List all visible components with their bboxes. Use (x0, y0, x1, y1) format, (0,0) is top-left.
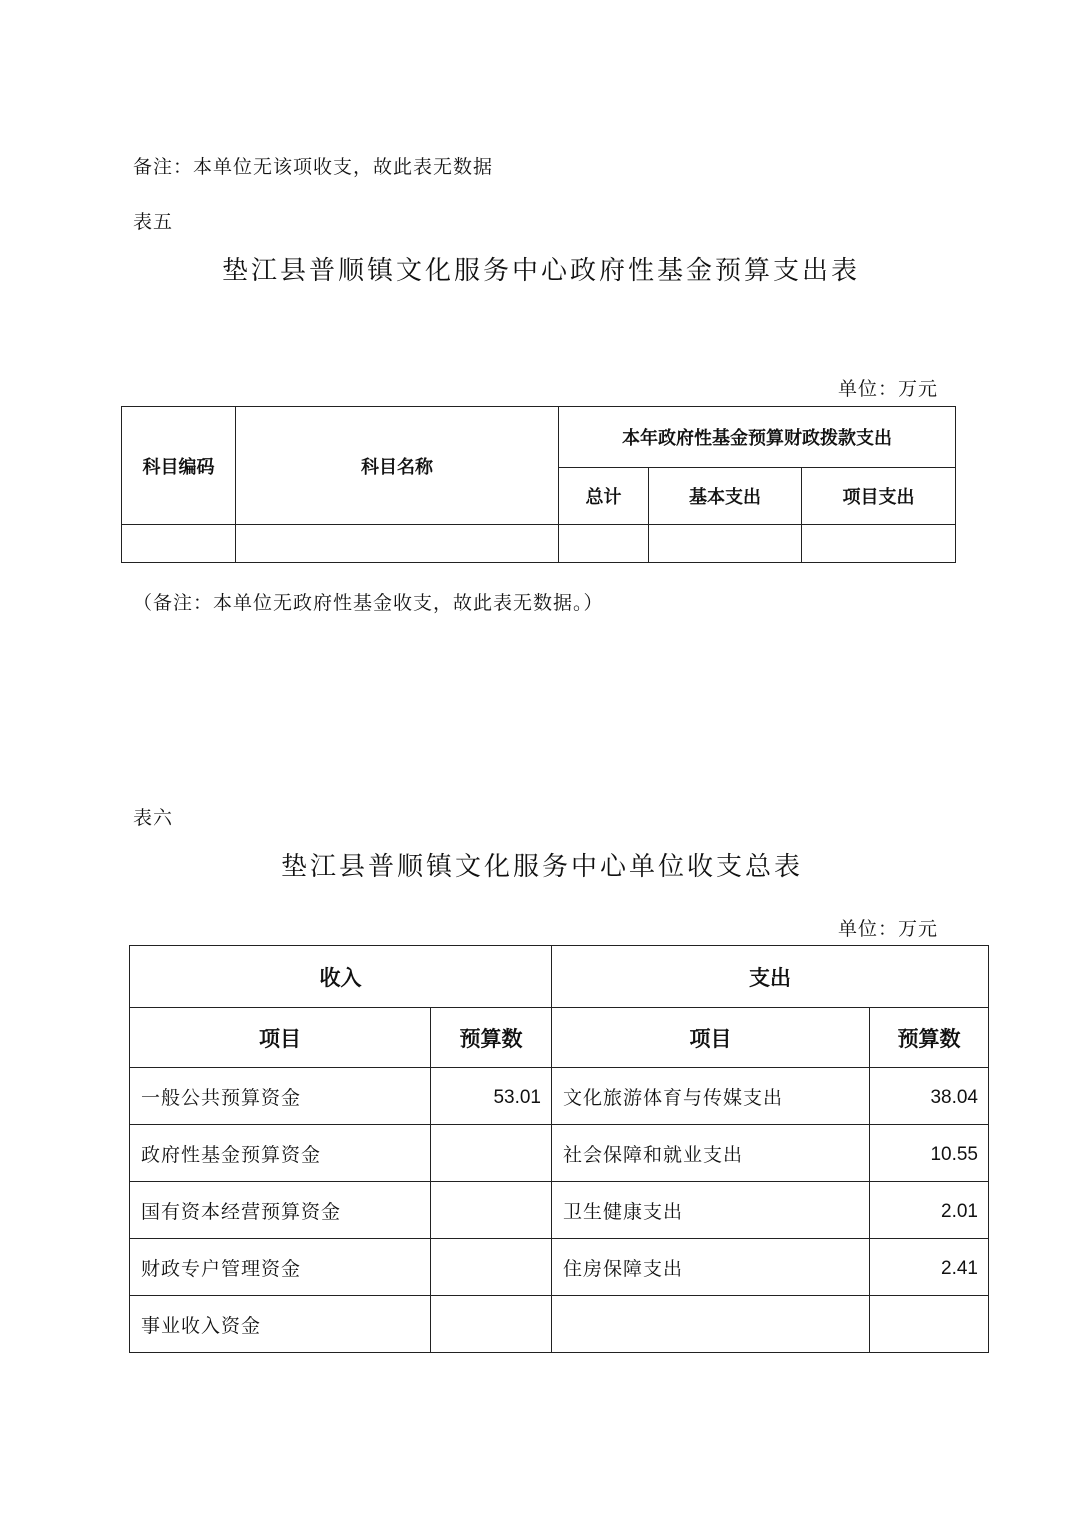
expense-value: 2.41 (870, 1239, 989, 1296)
table5-cell (802, 525, 956, 563)
expense-value: 38.04 (870, 1068, 989, 1125)
top-note: 备注：本单位无该项收支，故此表无数据 (133, 156, 494, 178)
table6-header-expense-item: 项目 (552, 1008, 870, 1068)
table6-unit: 单位：万元 (838, 918, 939, 940)
table5-cell (122, 525, 236, 563)
table5-header-name: 科目名称 (236, 407, 559, 525)
income-value (431, 1182, 552, 1239)
expense-value: 2.01 (870, 1182, 989, 1239)
table5-header-group: 本年政府性基金预算财政拨款支出 (559, 407, 956, 468)
table5-cell (236, 525, 559, 563)
income-value (431, 1125, 552, 1182)
table5-note: （备注：本单位无政府性基金收支，故此表无数据。） (133, 592, 604, 614)
income-item: 政府性基金预算资金 (130, 1125, 431, 1182)
income-item: 财政专户管理资金 (130, 1239, 431, 1296)
expense-item: 社会保障和就业支出 (552, 1125, 870, 1182)
expense-item: 住房保障支出 (552, 1239, 870, 1296)
expense-value (870, 1296, 989, 1353)
table6-title: 垫江县普顺镇文化服务中心单位收支总表 (281, 852, 804, 882)
table6-label: 表六 (133, 807, 174, 829)
table6 (129, 945, 989, 1353)
table6-header-income-budget: 预算数 (431, 1008, 552, 1068)
expense-item: 文化旅游体育与传媒支出 (552, 1068, 870, 1125)
table-row (130, 1296, 989, 1353)
expense-item: 卫生健康支出 (552, 1182, 870, 1239)
income-value: 53.01 (431, 1068, 552, 1125)
table6-header-expense-budget: 预算数 (870, 1008, 989, 1068)
table5-label: 表五 (133, 211, 174, 233)
income-value (431, 1239, 552, 1296)
table-row (130, 1239, 989, 1296)
table5-header-code: 科目编码 (122, 407, 236, 525)
table5-title: 垫江县普顺镇文化服务中心政府性基金预算支出表 (222, 256, 861, 286)
table-row (130, 1125, 989, 1182)
expense-value: 10.55 (870, 1125, 989, 1182)
table5 (121, 406, 956, 563)
table5-header-project: 项目支出 (802, 468, 956, 525)
table5-header-total: 总计 (559, 468, 649, 525)
table-row (130, 1182, 989, 1239)
income-item: 事业收入资金 (130, 1296, 431, 1353)
table5-cell (559, 525, 649, 563)
table-row (130, 1068, 989, 1125)
table6-header-expense: 支出 (552, 946, 989, 1008)
table5-cell (649, 525, 802, 563)
table6-header-income-item: 项目 (130, 1008, 431, 1068)
income-item: 一般公共预算资金 (130, 1068, 431, 1125)
expense-item (552, 1296, 870, 1353)
income-item: 国有资本经营预算资金 (130, 1182, 431, 1239)
income-value (431, 1296, 552, 1353)
table5-unit: 单位：万元 (838, 378, 939, 400)
table5-header-basic: 基本支出 (649, 468, 802, 525)
table5-empty-row (122, 525, 956, 563)
table6-header-income: 收入 (130, 946, 552, 1008)
